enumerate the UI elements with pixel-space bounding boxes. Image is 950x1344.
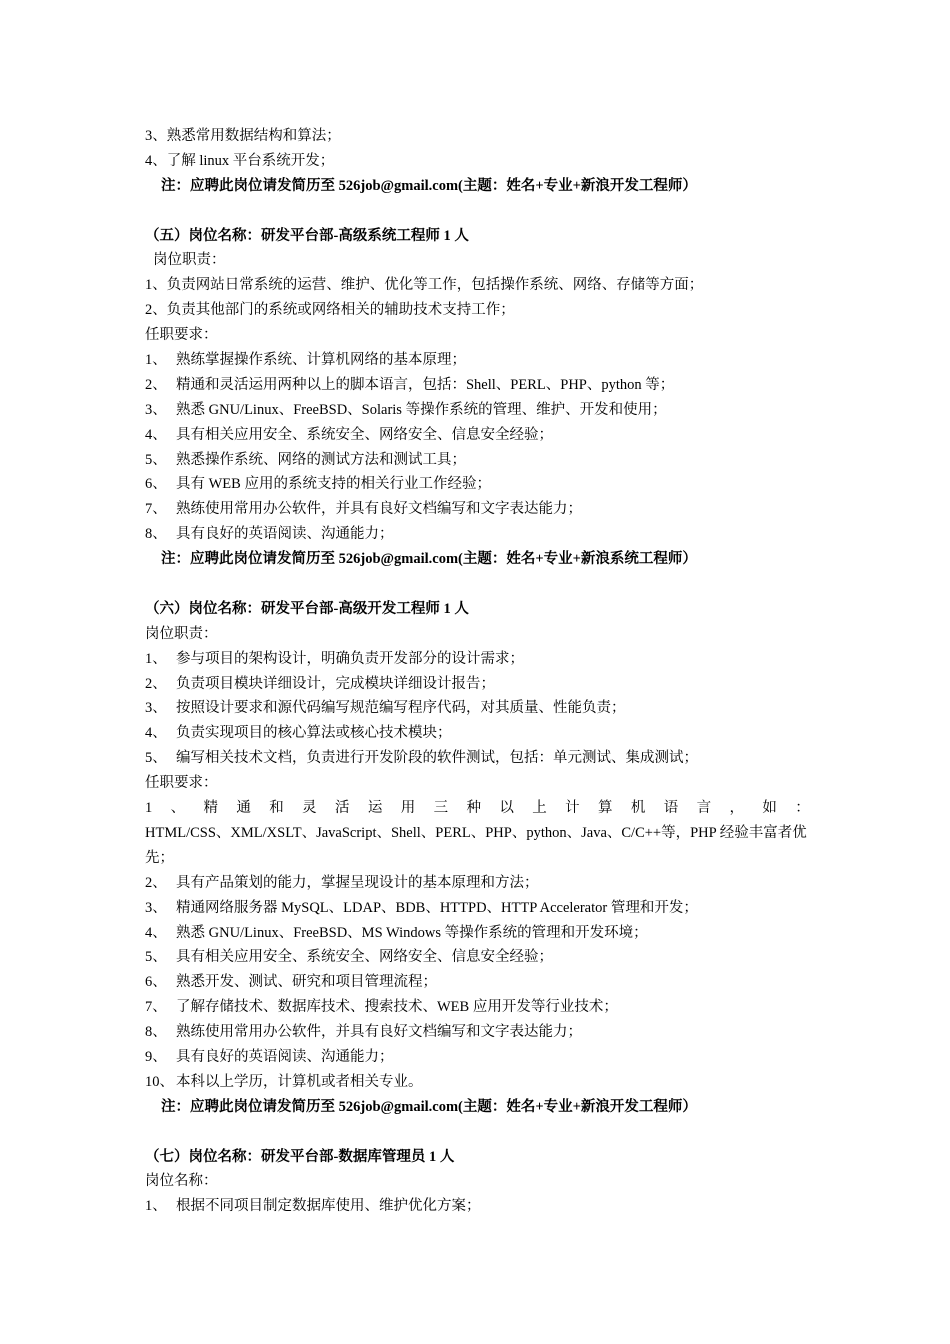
list-text: 熟练使用常用办公软件，并具有良好文档编写和文字表达能力；	[176, 501, 582, 518]
section-6-req-label: 任职要求：	[145, 775, 218, 792]
spread-char: 种	[466, 800, 481, 817]
list-number: 2、	[145, 874, 167, 891]
list-number: 9、	[145, 1048, 167, 1065]
spread-char: 语	[663, 800, 679, 817]
section-5-duty: 1、负责网站日常系统的运营、维护、优化等工作，包括操作系统、网络、存储等方面；	[145, 277, 704, 294]
justified-list-item	[145, 796, 810, 821]
list-item	[145, 423, 810, 448]
list-text: 编写相关技术文档，负责进行开发阶段的软件测试，包括：单元测试、集成测试；	[176, 750, 698, 767]
spread-char: 精	[203, 800, 218, 817]
document-body	[145, 124, 810, 1219]
list-number: 7、	[145, 501, 167, 518]
list-number: 10、	[145, 1073, 174, 1090]
spread-char: 用	[400, 800, 416, 817]
list-number: 8、	[145, 526, 167, 543]
spread-char: 和	[269, 800, 284, 817]
list-number: 1、	[145, 650, 167, 667]
list-number: 1、	[145, 1198, 167, 1215]
list-item	[145, 647, 810, 672]
list-number: 6、	[145, 476, 167, 493]
spread-char: 活	[335, 800, 350, 817]
list-text: 精通和灵活运用两种以上的脚本语言，包括：Shell、PERL、PHP、python 等；	[176, 376, 675, 393]
list-number: 1、	[145, 352, 167, 369]
list-number: 8、	[145, 1024, 167, 1041]
list-number: 6、	[145, 974, 167, 991]
list-item	[145, 497, 810, 522]
list-text: 具有良好的英语阅读、沟通能力；	[176, 526, 394, 543]
list-number: 5、	[145, 750, 167, 767]
blank-line	[145, 572, 810, 597]
spread-char: 三	[433, 800, 449, 817]
list-text: 具有相关应用安全、系统安全、网络安全、信息安全经验；	[176, 949, 553, 966]
spread-char: 通	[236, 800, 251, 817]
list-text: 熟练使用常用办公软件，并具有良好文档编写和文字表达能力；	[176, 1024, 582, 1041]
list-item	[145, 672, 810, 697]
list-item	[145, 1020, 810, 1045]
list-text: 熟悉 GNU/Linux、FreeBSD、MS Windows 等操作系统的管理和开发环境；	[176, 924, 648, 941]
section-5-title: （五）岗位名称：研发平台部-高级系统工程师 1 人	[145, 227, 469, 244]
spread-char: ：	[795, 800, 810, 817]
list-number: 7、	[145, 999, 167, 1016]
list-number: 2、	[145, 376, 167, 393]
blank-line	[145, 199, 810, 224]
spread-char: 如	[762, 800, 777, 817]
list-text: 具有良好的英语阅读、沟通能力；	[176, 1048, 394, 1065]
application-note: 注：应聘此岗位请发简历至 526job@gmail.com(主题：姓名+专业+新浪系统工程师）	[161, 551, 697, 568]
list-text: 本科以上学历，计算机或者相关专业。	[176, 1073, 423, 1090]
justified-list-item-continuation: HTML/CSS、XML/XSLT、JavaScript、Shell、PERL、PHP、python、Java、C/C++等，PHP 经验丰富者优先；	[145, 824, 807, 866]
list-item	[145, 871, 810, 896]
list-number: 3、	[145, 401, 167, 418]
list-text: 具有相关应用安全、系统安全、网络安全、信息安全经验；	[176, 426, 553, 443]
text-line: 4、了解 linux 平台系统开发；	[145, 152, 335, 169]
list-item	[145, 1194, 810, 1219]
list-number: 3、	[145, 899, 167, 916]
section-6-title: （六）岗位名称：研发平台部-高级开发工程师 1 人	[145, 600, 469, 617]
section-6-duty-label: 岗位职责：	[145, 625, 218, 642]
spread-char: 运	[367, 800, 383, 817]
list-text: 熟练掌握操作系统、计算机网络的基本原理；	[176, 352, 466, 369]
list-item	[145, 696, 810, 721]
list-text: 具有产品策划的能力，掌握呈现设计的基本原理和方法；	[176, 874, 539, 891]
spread-char: 以	[499, 800, 514, 817]
list-number: 4、	[145, 725, 167, 742]
list-text: 根据不同项目制定数据库使用、维护优化方案；	[176, 1198, 481, 1215]
list-number: 5、	[145, 451, 167, 468]
spread-char: 算	[598, 800, 613, 817]
section-5-duty: 2、负责其他部门的系统或网络相关的辅助技术支持工作；	[145, 302, 515, 319]
section-5-duty-label: 岗位职责：	[153, 252, 226, 269]
list-text: 负责项目模块详细设计，完成模块详细设计报告；	[176, 675, 495, 692]
list-text: 负责实现项目的核心算法或核心技术模块；	[176, 725, 452, 742]
spread-char: 计	[565, 800, 580, 817]
list-item	[145, 746, 810, 771]
section-5-req-label: 任职要求：	[145, 327, 218, 344]
list-text: 参与项目的架构设计，明确负责开发部分的设计需求；	[176, 650, 524, 667]
blank-line	[145, 1120, 810, 1145]
application-note: 注：应聘此岗位请发简历至 526job@gmail.com(主题：姓名+专业+新浪开发工程师）	[161, 177, 697, 194]
list-text: 具有 WEB 应用的系统支持的相关行业工作经验；	[176, 476, 491, 493]
list-number: 4、	[145, 426, 167, 443]
spread-char: 机	[630, 800, 646, 817]
spread-char: 上	[532, 800, 547, 817]
list-item	[145, 995, 810, 1020]
list-text: 精通网络服务器 MySQL、LDAP、BDB、HTTPD、HTTP Accelerator 管理和开发；	[176, 899, 698, 916]
list-number: 2、	[145, 675, 167, 692]
section-7-title: （七）岗位名称：研发平台部-数据库管理员 1 人	[145, 1148, 455, 1165]
spread-char: ，	[729, 800, 744, 817]
list-text: 熟悉开发、测试、研究和项目管理流程；	[176, 974, 437, 991]
list-number: 5、	[145, 949, 167, 966]
list-item	[145, 945, 810, 970]
spread-char: 言	[696, 800, 712, 817]
list-item	[145, 1070, 810, 1095]
list-item	[145, 721, 810, 746]
list-item	[145, 921, 810, 946]
list-number: 3、	[145, 700, 167, 717]
list-item	[145, 348, 810, 373]
list-item	[145, 896, 810, 921]
list-item	[145, 398, 810, 423]
list-item	[145, 522, 810, 547]
list-item	[145, 472, 810, 497]
list-item	[145, 448, 810, 473]
list-item	[145, 970, 810, 995]
text-line: 3、熟悉常用数据结构和算法；	[145, 128, 341, 144]
list-text: 熟悉操作系统、网络的测试方法和测试工具；	[176, 451, 466, 468]
list-item	[145, 373, 810, 398]
application-note: 注：应聘此岗位请发简历至 526job@gmail.com(主题：姓名+专业+新浪开发工程师）	[161, 1098, 697, 1115]
list-text: 按照设计要求和源代码编写规范编写程序代码，对其质量、性能负责；	[176, 700, 626, 717]
list-number: 4、	[145, 924, 167, 941]
list-text: 了解存储技术、数据库技术、搜索技术、WEB 应用开发等行业技术；	[176, 999, 618, 1016]
list-text: 熟悉 GNU/Linux、FreeBSD、Solaris 等操作系统的管理、维护、开发和使用；	[176, 401, 667, 418]
section-7-label: 岗位名称：	[145, 1173, 218, 1190]
list-item	[145, 1045, 810, 1070]
spread-char: 1	[145, 800, 153, 817]
spread-char: 灵	[302, 800, 317, 817]
spread-char: 、	[170, 800, 186, 817]
